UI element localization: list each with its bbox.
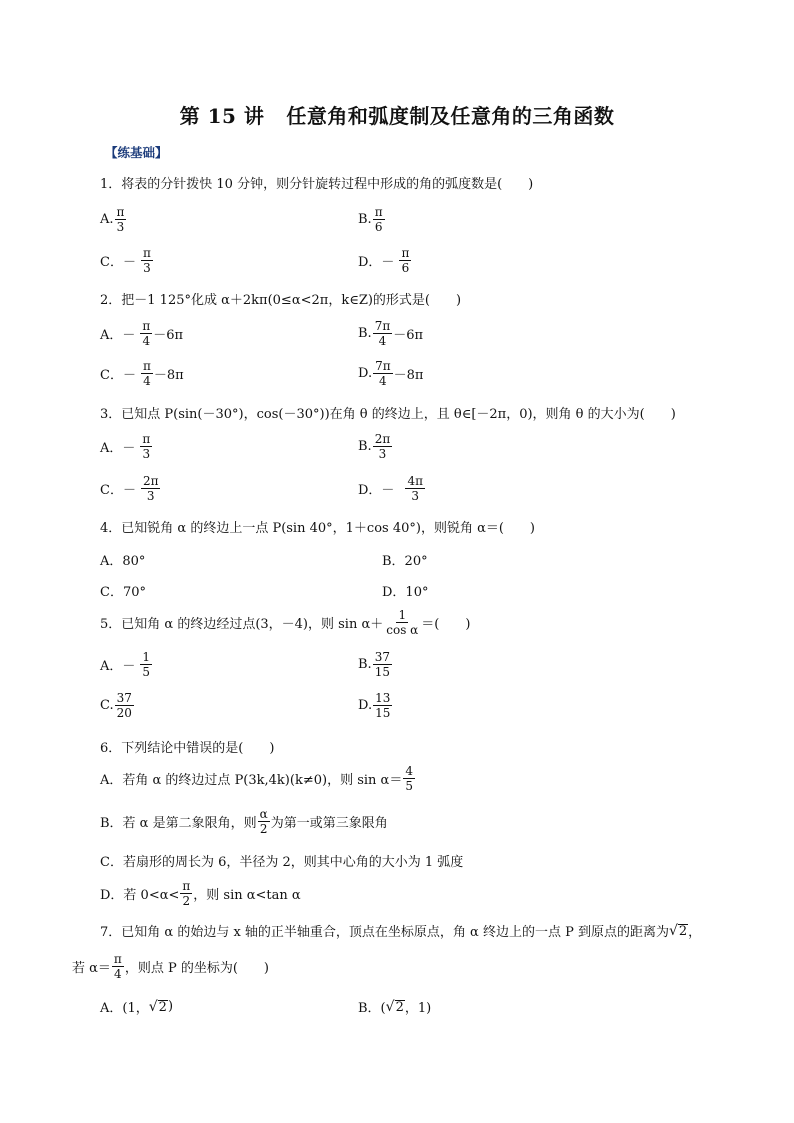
denominator: 3 [143, 261, 151, 275]
numerator: π [142, 359, 151, 373]
option-label: B. [358, 657, 372, 672]
fraction [140, 650, 152, 679]
q4-option-b: B．20° [382, 554, 428, 569]
fraction [373, 205, 385, 234]
fraction [115, 691, 134, 720]
numerator: π [142, 246, 151, 260]
numerator: 1 [398, 608, 407, 622]
fraction [373, 319, 393, 348]
denominator: 5 [405, 779, 413, 793]
lecture-number: 第 15 讲 [179, 104, 265, 128]
denominator: 3 [116, 220, 125, 234]
stem-text: 7．已知角 α 的始边与 x 轴的正半轴重合，顶点在坐标原点，角 α 终边上的一点 P 到原点的距离为 [100, 925, 669, 940]
option-label: C．－ [100, 255, 136, 270]
numerator: π [401, 246, 410, 260]
denominator: 4 [143, 374, 151, 388]
fraction [141, 474, 161, 503]
stem-text: 若 α＝ [72, 961, 111, 976]
fraction [373, 359, 393, 388]
numerator: π [142, 319, 151, 333]
option-tail: －6π [393, 328, 424, 343]
option-text: ，1) [404, 1001, 432, 1016]
denominator: 2 [182, 894, 191, 908]
denominator: 6 [401, 261, 410, 275]
question-2-stem: 2．把－1 125°化成 α＋2kπ(0≤α<2π，k∈Z)的形式是( ) [100, 293, 462, 308]
option-text: A．若角 α 的终边过点 P(3k,4k)(k≠0)，则 sin α＝ [100, 773, 403, 788]
sqrt-symbol [149, 999, 168, 1015]
stem-text: 5．已知角 α 的终边经过点(3，－4)，则 sin α＋ [100, 617, 384, 632]
denominator: 4 [378, 334, 387, 348]
q2-option-d [358, 359, 423, 388]
denominator: 20 [116, 706, 132, 720]
option-tail: －8π [393, 368, 424, 383]
fraction [405, 474, 425, 503]
question-7-stem-line2 [72, 952, 269, 981]
q1-option-d [358, 246, 412, 275]
q2-option-a [100, 319, 183, 348]
option-label: B. [358, 439, 372, 454]
denominator: 3 [378, 447, 387, 461]
q3-option-a [100, 432, 153, 461]
numerator: 1 [142, 650, 151, 664]
numerator: π [116, 205, 125, 219]
numerator: π [182, 879, 191, 893]
q1-option-a [100, 205, 127, 234]
option-text: ) [167, 999, 174, 1014]
q7-option-b [358, 997, 431, 1016]
q1-option-b [358, 205, 386, 234]
q3-option-d [358, 474, 426, 503]
question-4-stem: 4．已知锐角 α 的终边上一点 P(sin 40°，1＋cos 40°)，则锐角 α＝( ) [100, 521, 535, 536]
question-1-stem: 1．将表的分针拨快 10 分钟，则分针旋转过程中形成的角的弧度数是( ) [100, 177, 534, 192]
q5-option-a [100, 650, 153, 679]
lecture-topic: 任意角和弧度制及任意角的三角函数 [286, 104, 615, 128]
option-label: A．－ [100, 659, 136, 674]
q7-option-a [100, 997, 173, 1016]
radicand: 2 [678, 923, 688, 939]
denominator: 4 [142, 334, 151, 348]
denominator: cos α [386, 623, 419, 637]
question-3-stem: 3．已知点 P(sin(－30°)，cos(－30°))在角 θ 的终边上，且 θ∈[－2π，0)，则角 θ 的大小为( ) [100, 407, 676, 422]
stem-text: ， [688, 925, 702, 940]
fraction [112, 952, 124, 981]
option-label: D. [358, 366, 373, 381]
option-label: B. [358, 326, 372, 341]
option-text: ，则 sin α<tan α [193, 888, 301, 903]
option-label: D．－ [358, 255, 395, 270]
option-label: A．－ [100, 328, 136, 343]
q5-option-c [100, 691, 135, 720]
q2-option-b [358, 319, 423, 348]
sqrt-symbol [669, 923, 688, 939]
fraction [373, 650, 392, 679]
fraction [141, 359, 153, 388]
fraction [403, 764, 415, 793]
fraction [140, 319, 152, 348]
denominator: 5 [142, 665, 151, 679]
denominator: 3 [142, 447, 151, 461]
option-label: D．－ [358, 483, 395, 498]
fraction [258, 807, 270, 836]
numerator: 2π [142, 474, 159, 488]
q6-option-d [100, 879, 301, 908]
radical-sign: √ [385, 998, 395, 1015]
numerator: π [113, 952, 122, 966]
q4-option-d: D．10° [382, 585, 429, 600]
numerator: 4π [407, 474, 423, 488]
radical-sign: √ [668, 922, 678, 939]
fraction [373, 691, 392, 720]
question-5-stem [100, 608, 470, 637]
numerator: 7π [374, 319, 391, 333]
q3-option-c [100, 474, 161, 503]
fraction [373, 432, 393, 461]
fraction [115, 205, 127, 234]
question-6-stem: 6．下列结论中错误的是( ) [100, 741, 275, 756]
sqrt-symbol [386, 999, 405, 1015]
section-label: 【练基础】 [105, 145, 168, 160]
radicand: 2 [158, 999, 167, 1015]
numerator: π [374, 205, 383, 219]
option-label: C．－ [100, 483, 136, 498]
option-label: A．－ [100, 441, 136, 456]
option-tail: －8π [153, 368, 184, 383]
numerator: 2π [374, 432, 391, 446]
fraction [399, 246, 411, 275]
option-text: D．若 0<α< [100, 888, 180, 903]
option-text: 为第一或第三象限角 [270, 816, 388, 831]
q5-option-b [358, 650, 393, 679]
denominator: 2 [259, 822, 268, 836]
denominator: 3 [411, 489, 420, 503]
numerator: α [259, 807, 268, 821]
q3-option-b [358, 432, 393, 461]
numerator: 4 [405, 764, 413, 778]
fraction [140, 432, 152, 461]
numerator: 13 [375, 691, 391, 705]
fraction [141, 246, 153, 275]
q1-option-c [100, 246, 154, 275]
fraction [384, 608, 420, 637]
page-title [0, 100, 794, 129]
radical-sign: √ [148, 998, 158, 1015]
option-text: B．( [358, 1001, 386, 1016]
q6-option-c: C．若扇形的周长为 6，半径为 2，则其中心角的大小为 1 弧度 [100, 855, 464, 870]
option-tail: －6π [153, 328, 184, 343]
q6-option-b [100, 807, 388, 836]
denominator: 3 [146, 489, 155, 503]
option-text: A．(1， [100, 1001, 149, 1016]
option-label: C．－ [100, 368, 136, 383]
radicand: 2 [395, 999, 404, 1015]
option-label: D. [358, 698, 373, 713]
stem-text: ，则点 P 的坐标为( ) [124, 961, 269, 976]
q4-option-a: A．80° [100, 554, 146, 569]
q6-option-a [100, 764, 416, 793]
q2-option-c [100, 359, 184, 388]
q5-option-d [358, 691, 393, 720]
numerator: 7π [375, 359, 391, 373]
denominator: 6 [374, 220, 383, 234]
stem-text: ＝( ) [421, 617, 471, 632]
q4-option-c: C．70° [100, 585, 146, 600]
option-label: C. [100, 698, 114, 713]
fraction [180, 879, 192, 908]
denominator: 15 [375, 706, 391, 720]
numerator: π [142, 432, 151, 446]
denominator: 15 [374, 665, 390, 679]
numerator: 37 [116, 691, 132, 705]
option-label: B. [358, 212, 372, 227]
numerator: 37 [374, 650, 390, 664]
denominator: 4 [114, 967, 122, 981]
option-text: B．若 α 是第二象限角，则 [100, 816, 257, 831]
question-7-stem-line1 [100, 921, 701, 940]
option-label: A. [100, 212, 114, 227]
denominator: 4 [379, 374, 387, 388]
